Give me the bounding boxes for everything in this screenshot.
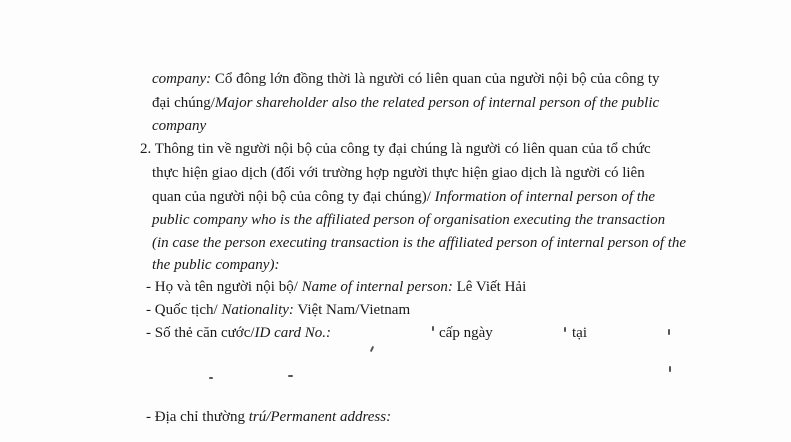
scan-speck (209, 377, 213, 379)
doc-line-6 (152, 188, 655, 206)
field-nationality-value: Việt Nam/Vietnam (293, 302, 411, 318)
doc-line-1-text: Cổ đông lớn đồng thời là người có liên quan của người nội bộ của công ty (211, 71, 660, 87)
doc-line-7: public company who is the affiliated person of organisation executing the transaction (152, 212, 666, 228)
scan-speck (564, 327, 566, 332)
field-nationality-label-vi: - Quốc tịch/ (146, 302, 218, 318)
doc-line-2-italic: Major shareholder also the related person of internal person of the public (214, 95, 660, 111)
doc-line-6-italic: Information of internal person of the (430, 189, 656, 205)
field-id-label-vi: - Số thẻ căn cước/ (146, 325, 255, 341)
scan-speck (432, 326, 434, 331)
doc-line-2-normal: đại chúng/ (152, 95, 215, 111)
field-id-label-en: ID card No.: (254, 325, 332, 341)
doc-line-3: company (152, 118, 207, 134)
field-name-value: Lê Viết Hải (452, 279, 527, 295)
field-name-label-en: Name of internal person: (297, 279, 453, 295)
field-address-label-en: trú/Permanent address: (248, 409, 392, 425)
scan-speck (669, 366, 671, 372)
scan-speck (288, 375, 293, 377)
field-id-issued-on: cấp ngày (439, 325, 493, 341)
doc-line-6-normal: quan của người nội bộ của công ty đại chúng)/ (152, 189, 431, 205)
field-name-label-vi: - Họ và tên người nội bộ/ (146, 279, 298, 295)
doc-line-1 (152, 70, 660, 88)
field-permanent-address (146, 408, 391, 426)
field-id-issued-at: tại (572, 325, 587, 341)
field-nationality-label-en: Nationality: (217, 302, 294, 318)
field-internal-person-name (146, 278, 526, 296)
field-nationality (146, 301, 410, 319)
doc-line-4: 2. Thông tin về người nội bộ của công ty đại chúng là người có liên quan của tổ chức (140, 141, 651, 157)
field-id-card (146, 324, 331, 342)
scan-speck (370, 346, 374, 352)
doc-line-9: the public company): (152, 257, 280, 273)
doc-line-2 (152, 94, 659, 112)
doc-line-8: (in case the person executing transaction is the affiliated person of internal person of the (152, 235, 687, 251)
doc-line-5: thực hiện giao dịch (đối với trường hợp người thực hiện giao dịch là người có liên (152, 165, 645, 181)
doc-line-1-italic: company: (152, 71, 212, 87)
field-address-label-vi: - Địa chỉ thường (146, 409, 249, 425)
scan-speck (668, 329, 670, 335)
